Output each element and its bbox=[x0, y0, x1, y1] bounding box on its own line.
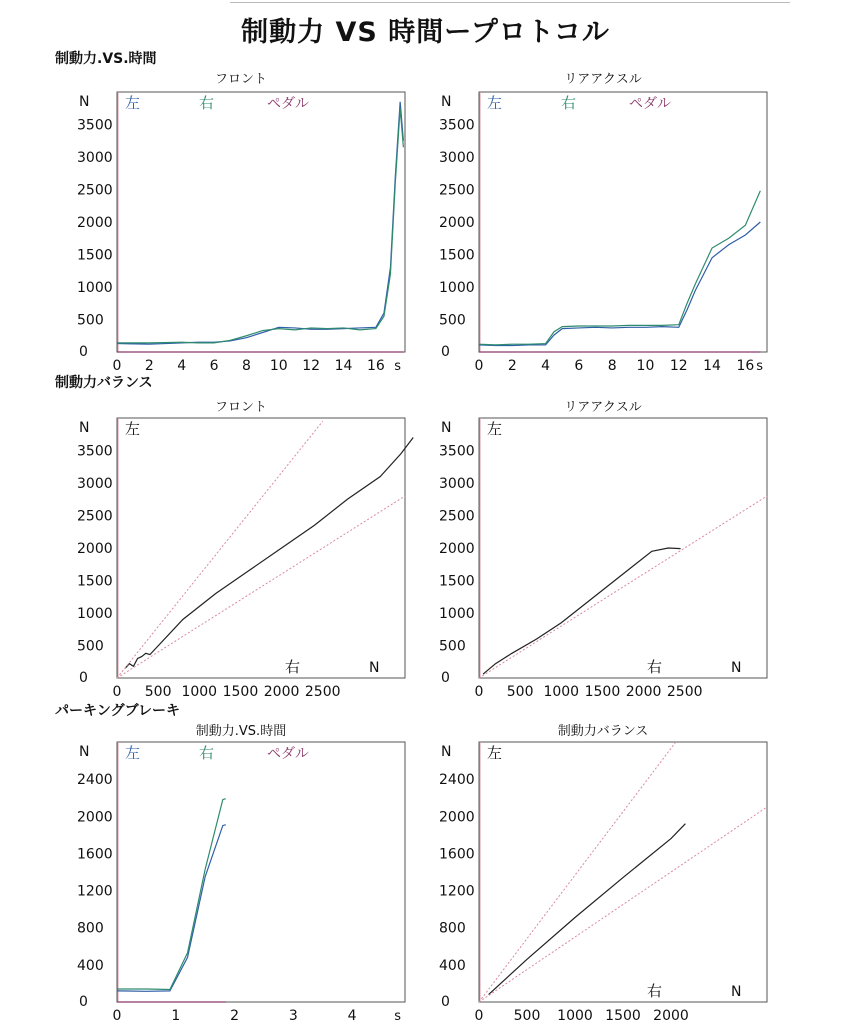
y-tick-label: 2000 bbox=[439, 541, 475, 557]
y-tick-label: 2000 bbox=[77, 809, 113, 826]
x-tick-label: 0 bbox=[474, 358, 484, 374]
x-tick-label: 12 bbox=[669, 358, 688, 374]
series-line-left bbox=[117, 102, 403, 344]
y-tick-label: 1500 bbox=[77, 247, 113, 264]
x-tick-label: 6 bbox=[574, 358, 584, 374]
x-tick-label: 0 bbox=[474, 684, 484, 700]
y-tick-label: 400 bbox=[439, 957, 466, 974]
section-title-time: 制動力.VS.時間 bbox=[55, 51, 157, 67]
y-tick-label: 2500 bbox=[439, 508, 475, 525]
x-tick-label: 0 bbox=[112, 1008, 122, 1024]
chart-parking-time bbox=[75, 720, 407, 1024]
x-tick-label: 500 bbox=[513, 1008, 541, 1024]
legend-left: 左 bbox=[125, 94, 141, 112]
x-axis-unit: s bbox=[394, 1009, 401, 1024]
chart-title: リアアクスル bbox=[564, 400, 642, 415]
y-axis-unit: N bbox=[79, 420, 90, 436]
x-tick-label: 8 bbox=[241, 358, 251, 374]
plot-frame bbox=[479, 92, 767, 352]
y-tick-label: 0 bbox=[79, 994, 88, 1010]
label-right: 右 bbox=[647, 982, 663, 1000]
x-tick-label: 10 bbox=[269, 358, 288, 374]
legend-pedal: ペダル bbox=[267, 96, 309, 112]
x-tick-label: 1000 bbox=[543, 684, 580, 700]
chart-parking-balance bbox=[437, 720, 769, 1024]
x-tick-label: 1500 bbox=[605, 1008, 641, 1024]
top-rule bbox=[230, 2, 790, 3]
legend-right: 右 bbox=[561, 94, 577, 112]
chart-rear-time-plot bbox=[437, 90, 769, 374]
x-axis-unit: N bbox=[731, 660, 742, 676]
x-axis-unit: N bbox=[731, 984, 742, 1000]
series-line-right bbox=[117, 799, 226, 990]
x-tick-label: 2 bbox=[144, 358, 154, 374]
x-tick-label: 3 bbox=[288, 1008, 298, 1024]
reference-line bbox=[479, 742, 676, 1002]
y-tick-label: 1500 bbox=[439, 573, 475, 590]
y-tick-label: 2000 bbox=[77, 541, 113, 557]
x-tick-label: 2000 bbox=[263, 684, 300, 700]
y-tick-label: 1000 bbox=[439, 280, 475, 296]
x-tick-label: 16 bbox=[736, 358, 755, 374]
y-tick-label: 800 bbox=[77, 920, 104, 937]
y-tick-label: 400 bbox=[77, 957, 104, 974]
x-axis-unit: s bbox=[394, 359, 401, 374]
y-tick-label: 3000 bbox=[439, 150, 475, 166]
x-tick-label: 16 bbox=[366, 358, 385, 374]
y-tick-label: 1000 bbox=[77, 606, 113, 622]
x-tick-label: 12 bbox=[302, 358, 321, 374]
y-tick-label: 0 bbox=[441, 994, 450, 1010]
x-tick-label: 4 bbox=[177, 358, 187, 374]
y-tick-label: 2400 bbox=[77, 772, 113, 789]
chart-rear-balance bbox=[437, 396, 769, 700]
y-tick-label: 2500 bbox=[77, 508, 113, 525]
legend-left: 左 bbox=[125, 744, 141, 762]
reference-line bbox=[479, 807, 767, 1002]
chart-rear-time bbox=[437, 68, 769, 374]
y-axis-unit: N bbox=[79, 94, 90, 110]
chart-front-time bbox=[75, 68, 407, 374]
y-tick-label: 2500 bbox=[77, 182, 113, 199]
series-line-right bbox=[479, 191, 760, 345]
plot-frame bbox=[117, 92, 405, 352]
x-tick-label: 1000 bbox=[557, 1008, 593, 1024]
x-tick-label: 2000 bbox=[625, 684, 662, 700]
reference-line bbox=[479, 496, 767, 678]
y-tick-label: 0 bbox=[441, 344, 450, 360]
chart-rear-balance-plot bbox=[437, 416, 769, 700]
plot-frame bbox=[479, 418, 767, 678]
x-tick-label: 6 bbox=[209, 358, 219, 374]
y-tick-label: 2000 bbox=[439, 809, 475, 826]
label-right: 右 bbox=[285, 658, 301, 676]
x-tick-label: 1 bbox=[171, 1008, 181, 1024]
label-right: 右 bbox=[647, 658, 663, 676]
chart-title: 制動力バランス bbox=[557, 724, 649, 739]
balance-line bbox=[483, 548, 680, 674]
chart-parking-time-plot bbox=[75, 740, 407, 1024]
x-tick-label: 2500 bbox=[666, 684, 703, 700]
series-line-left bbox=[117, 825, 226, 992]
legend-left: 左 bbox=[487, 94, 503, 112]
corner-label-left: 左 bbox=[487, 420, 503, 438]
page-title: 制動力 VS 時間ープロトコル bbox=[241, 17, 610, 48]
series-line-left bbox=[479, 222, 760, 346]
y-tick-label: 2500 bbox=[439, 182, 475, 199]
y-tick-label: 1200 bbox=[439, 883, 475, 900]
x-axis-unit: s bbox=[756, 359, 763, 374]
y-tick-label: 3000 bbox=[77, 476, 113, 492]
chart-front-balance bbox=[75, 396, 435, 700]
y-tick-label: 1500 bbox=[77, 573, 113, 590]
balance-line bbox=[125, 438, 413, 669]
y-tick-label: 3500 bbox=[77, 117, 113, 134]
reference-line bbox=[117, 496, 405, 678]
chart-front-time-plot bbox=[75, 90, 407, 374]
y-tick-label: 500 bbox=[77, 638, 104, 655]
legend-right: 右 bbox=[199, 94, 215, 112]
plot-frame bbox=[117, 742, 405, 1002]
y-tick-label: 3500 bbox=[439, 117, 475, 134]
y-tick-label: 0 bbox=[79, 670, 88, 686]
x-tick-label: 0 bbox=[112, 684, 122, 700]
y-tick-label: 800 bbox=[439, 920, 466, 937]
y-tick-label: 500 bbox=[77, 312, 104, 329]
y-tick-label: 1600 bbox=[439, 846, 475, 863]
corner-label-left: 左 bbox=[125, 420, 141, 438]
x-tick-label: 2 bbox=[230, 1008, 240, 1024]
x-tick-label: 14 bbox=[703, 358, 721, 374]
x-tick-label: 500 bbox=[506, 684, 534, 700]
y-tick-label: 500 bbox=[439, 312, 466, 329]
y-tick-label: 2000 bbox=[439, 215, 475, 231]
corner-label-left: 左 bbox=[487, 744, 503, 762]
y-tick-label: 0 bbox=[79, 344, 88, 360]
chart-title: リアアクスル bbox=[564, 72, 642, 87]
y-axis-unit: N bbox=[441, 420, 452, 436]
x-axis-unit: N bbox=[369, 660, 380, 676]
y-tick-label: 1000 bbox=[439, 606, 475, 622]
x-tick-label: 1500 bbox=[222, 684, 259, 700]
balance-line bbox=[489, 824, 686, 995]
x-tick-label: 2000 bbox=[653, 1008, 689, 1024]
legend-right: 右 bbox=[199, 744, 215, 762]
y-tick-label: 500 bbox=[439, 638, 466, 655]
x-tick-label: 0 bbox=[474, 1008, 484, 1024]
chart-title: フロント bbox=[214, 72, 267, 87]
chart-front-balance-plot bbox=[75, 416, 435, 700]
y-tick-label: 1200 bbox=[77, 883, 113, 900]
y-tick-label: 3000 bbox=[77, 150, 113, 166]
legend-pedal: ペダル bbox=[267, 746, 309, 762]
section-title-parking: パーキングブレーキ bbox=[55, 703, 181, 719]
x-tick-label: 1500 bbox=[584, 684, 621, 700]
y-tick-label: 3500 bbox=[77, 443, 113, 460]
y-tick-label: 1500 bbox=[439, 247, 475, 264]
x-tick-label: 0 bbox=[112, 358, 122, 374]
x-tick-label: 2 bbox=[507, 358, 517, 374]
y-tick-label: 1000 bbox=[77, 280, 113, 296]
y-tick-label: 0 bbox=[441, 670, 450, 686]
x-tick-label: 500 bbox=[144, 684, 172, 700]
section-title-balance: 制動力バランス bbox=[55, 375, 153, 391]
plot-frame bbox=[117, 418, 405, 678]
series-line-right bbox=[117, 108, 403, 343]
y-tick-label: 2000 bbox=[77, 215, 113, 231]
y-tick-label: 1600 bbox=[77, 846, 113, 863]
y-tick-label: 3000 bbox=[439, 476, 475, 492]
reference-line bbox=[117, 421, 323, 678]
y-tick-label: 2400 bbox=[439, 772, 475, 789]
chart-parking-balance-plot bbox=[437, 740, 769, 1024]
y-tick-label: 3500 bbox=[439, 443, 475, 460]
x-tick-label: 8 bbox=[607, 358, 617, 374]
chart-title: 制動力.VS.時間 bbox=[195, 724, 287, 739]
chart-title: フロント bbox=[214, 400, 267, 415]
x-tick-label: 4 bbox=[541, 358, 551, 374]
x-tick-label: 14 bbox=[334, 358, 353, 374]
y-axis-unit: N bbox=[79, 744, 90, 760]
x-tick-label: 10 bbox=[636, 358, 655, 374]
x-tick-label: 1000 bbox=[181, 684, 218, 700]
x-tick-label: 2500 bbox=[304, 684, 341, 700]
y-axis-unit: N bbox=[441, 94, 452, 110]
x-tick-label: 4 bbox=[347, 1008, 357, 1024]
legend-pedal: ペダル bbox=[629, 96, 671, 112]
y-axis-unit: N bbox=[441, 744, 452, 760]
